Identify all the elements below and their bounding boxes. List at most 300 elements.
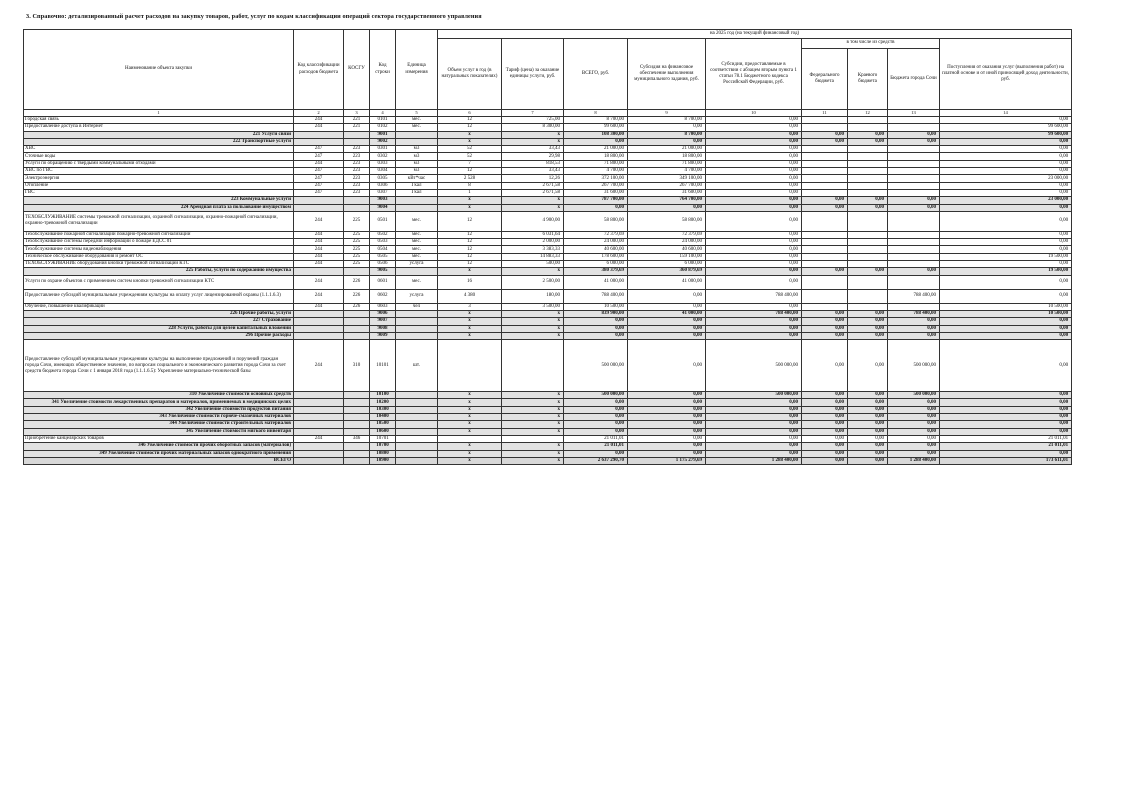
table-cell <box>344 421 370 428</box>
table-cell: 0,00 <box>848 399 888 406</box>
table-cell: 14 883,33 <box>502 253 564 260</box>
table-cell <box>294 406 344 413</box>
table-cell: 0,00 <box>706 253 802 260</box>
column-number: 9 <box>628 110 706 117</box>
table-cell: 0,00 <box>848 457 888 464</box>
table-cell: 0503 <box>370 239 396 246</box>
subtotal-row <box>24 332 1072 339</box>
table-cell: 8 700,00 <box>628 117 706 124</box>
table-cell <box>848 175 888 182</box>
table-cell: 0,00 <box>940 239 1072 246</box>
row-label: ГВС <box>24 189 294 196</box>
table-cell: 0,00 <box>940 392 1072 399</box>
table-cell <box>344 268 370 275</box>
table-cell: 0,00 <box>706 175 802 182</box>
table-cell: мес. <box>396 117 438 124</box>
table-cell: х <box>502 399 564 406</box>
table-cell <box>344 443 370 450</box>
table-cell: 31 600,00 <box>628 189 706 196</box>
table-cell: 0307 <box>370 189 396 196</box>
table-cell: х <box>438 414 502 421</box>
table-cell: 0304 <box>370 168 396 175</box>
table-cell: 223 <box>344 146 370 153</box>
column-number: 11 <box>802 110 848 117</box>
table-cell: 223 <box>344 153 370 160</box>
table-row <box>24 340 1072 392</box>
table-cell: 12,26 <box>502 175 564 182</box>
table-cell: 0,00 <box>706 239 802 246</box>
table-cell <box>396 325 438 332</box>
table-cell: 0,00 <box>706 318 802 325</box>
table-cell: х <box>502 131 564 138</box>
table-cell: 6 000,00 <box>564 261 628 268</box>
table-cell: мес. <box>396 239 438 246</box>
table-cell <box>396 443 438 450</box>
table-cell: 40 600,00 <box>628 246 706 253</box>
table-cell: 0,00 <box>940 204 1072 211</box>
table-cell: 788 400,00 <box>706 310 802 317</box>
table-cell: 225 <box>344 246 370 253</box>
column-number: 14 <box>940 110 1072 117</box>
table-cell: 0,00 <box>802 450 848 457</box>
table-cell: 0,00 <box>888 435 940 442</box>
table-cell: 0,00 <box>628 204 706 211</box>
table-cell <box>888 261 940 268</box>
table-cell: 21 000,00 <box>564 146 628 153</box>
table-cell <box>294 450 344 457</box>
table-cell <box>888 124 940 131</box>
table-cell: 0,00 <box>940 246 1072 253</box>
table-cell: 0,00 <box>802 443 848 450</box>
table-cell: 247 <box>294 146 344 153</box>
table-row <box>24 231 1072 238</box>
table-cell: 788 400,00 <box>706 289 802 303</box>
table-cell <box>802 153 848 160</box>
table-cell: 9003 <box>370 197 396 204</box>
subtotal-row <box>24 399 1072 406</box>
header-line: Код строки <box>370 30 396 110</box>
table-cell: 0,00 <box>706 428 802 435</box>
row-label: ТЕХОБСЛУЖИВАНИЕ оборудования кнопки тревожной сигнализации КТС <box>24 261 294 268</box>
table-cell: 223 <box>344 175 370 182</box>
row-label: Предоставление субсидий муниципальным учреждениям культуры на оплату услуг лицензированной охраны (1.1.1.6.3) <box>24 289 294 303</box>
table-row <box>24 146 1072 153</box>
table-cell: 52 <box>438 153 502 160</box>
table-cell <box>396 421 438 428</box>
table-cell: 0302 <box>370 153 396 160</box>
table-cell: 41 000,00 <box>564 275 628 289</box>
table-cell: 244 <box>294 261 344 268</box>
table-cell: 225 <box>344 253 370 260</box>
table-cell: 0301 <box>370 146 396 153</box>
table-cell: 9007 <box>370 318 396 325</box>
table-cell: 21 000,00 <box>628 146 706 153</box>
table-cell: 9009 <box>370 332 396 339</box>
table-cell: 500 000,00 <box>706 392 802 399</box>
row-label: Услуги по охране объектов с применением систем кнопки тревожной сигнализации КТС <box>24 275 294 289</box>
table-cell: 19 500,00 <box>940 253 1072 260</box>
table-cell <box>848 261 888 268</box>
table-cell: 71 800,00 <box>628 160 706 167</box>
table-cell: 0,00 <box>706 303 802 310</box>
table-cell: 8 700,00 <box>628 131 706 138</box>
table-cell: 10 500,00 <box>940 310 1072 317</box>
table-cell: 0,00 <box>888 428 940 435</box>
table-cell <box>802 189 848 196</box>
table-cell: 0,00 <box>564 399 628 406</box>
table-cell: 0,00 <box>848 421 888 428</box>
table-cell <box>802 289 848 303</box>
header-code: Код классификации расходов бюджета <box>294 30 344 110</box>
table-cell: 0,00 <box>940 325 1072 332</box>
table-cell: 33,43 <box>502 168 564 175</box>
table-row <box>24 153 1072 160</box>
table-cell: 244 <box>294 340 344 392</box>
table-cell: 0,00 <box>940 160 1072 167</box>
table-cell <box>344 318 370 325</box>
table-cell: 0506 <box>370 261 396 268</box>
table-cell: 10 500,00 <box>564 303 628 310</box>
table-cell: 99 600,00 <box>564 124 628 131</box>
table-cell <box>888 153 940 160</box>
table-cell: 221 <box>344 117 370 124</box>
table-cell: 23 000,00 <box>940 175 1072 182</box>
table-cell: 0,00 <box>706 443 802 450</box>
column-number: 3 <box>344 110 370 117</box>
table-cell: 0,00 <box>628 421 706 428</box>
table-cell: 12 <box>438 117 502 124</box>
table-cell: 0,00 <box>848 268 888 275</box>
subtotal-row <box>24 138 1072 145</box>
table-cell: 0,00 <box>888 325 940 332</box>
table-cell: 12 <box>438 239 502 246</box>
table-cell <box>344 138 370 145</box>
table-cell: х <box>438 443 502 450</box>
table-cell: 8 700,00 <box>564 117 628 124</box>
table-cell: 0,00 <box>706 435 802 442</box>
table-cell: 3 383,33 <box>502 246 564 253</box>
table-cell <box>888 160 940 167</box>
table-cell: 0,00 <box>706 261 802 268</box>
table-cell: 9002 <box>370 138 396 145</box>
table-cell: х <box>438 197 502 204</box>
table-row <box>24 175 1072 182</box>
table-cell: 0,00 <box>706 131 802 138</box>
table-cell <box>888 182 940 189</box>
row-label: Техобслуживание системы видеонаблюдения <box>24 246 294 253</box>
table-cell: 0,00 <box>628 450 706 457</box>
table-cell: 0,00 <box>628 435 706 442</box>
table-row <box>24 246 1072 253</box>
row-label: 346 Увеличение стоимости прочих оборотных запасов (материалов) <box>24 443 294 450</box>
table-cell <box>396 138 438 145</box>
table-cell: 0,00 <box>802 340 848 392</box>
table-cell: 0,00 <box>940 117 1072 124</box>
table-cell: 0,00 <box>628 303 706 310</box>
row-label: Отопление <box>24 182 294 189</box>
table-cell <box>396 414 438 421</box>
table-row <box>24 261 1072 268</box>
table-cell: 788 400,00 <box>564 289 628 303</box>
table-cell: 10600 <box>370 428 396 435</box>
table-cell: 0,00 <box>848 406 888 413</box>
table-cell: 0,00 <box>802 392 848 399</box>
table-cell <box>294 310 344 317</box>
table-cell: х <box>438 268 502 275</box>
header-kosgu: КОСГУ <box>344 30 370 110</box>
table-cell: 6 000,00 <box>628 261 706 268</box>
table-cell: 1 288 400,00 <box>888 457 940 464</box>
table-cell: х <box>502 318 564 325</box>
table-cell <box>888 253 940 260</box>
table-cell: х <box>502 414 564 421</box>
row-label: Сточные воды <box>24 153 294 160</box>
table-cell <box>848 211 888 231</box>
table-cell: 0,00 <box>802 421 848 428</box>
table-cell: 40 600,00 <box>564 246 628 253</box>
table-cell: х <box>502 421 564 428</box>
table-cell: 0,00 <box>706 189 802 196</box>
table-cell: 0,00 <box>848 428 888 435</box>
table-cell: 180,00 <box>502 289 564 303</box>
table-cell: 0,00 <box>848 138 888 145</box>
table-cell: 0,00 <box>848 318 888 325</box>
table-cell: 0,00 <box>940 318 1072 325</box>
table-cell: 1 <box>438 189 502 196</box>
table-cell: 0,00 <box>848 443 888 450</box>
table-cell: 2 637 290,70 <box>564 457 628 464</box>
table-cell: мес. <box>396 211 438 231</box>
table-cell: 0,00 <box>802 435 848 442</box>
table-cell: чел <box>396 303 438 310</box>
table-cell <box>294 325 344 332</box>
table-cell <box>848 160 888 167</box>
table-cell: 0,00 <box>888 318 940 325</box>
row-label: 227 Страхование <box>24 318 294 325</box>
table-cell <box>294 443 344 450</box>
row-label: 296 Прочие расходы <box>24 332 294 339</box>
table-cell: 12 <box>438 211 502 231</box>
row-label: 223 Коммунальные услуги <box>24 197 294 204</box>
table-cell: 787 700,00 <box>564 197 628 204</box>
column-number: 12 <box>848 110 888 117</box>
table-cell <box>344 399 370 406</box>
table-cell <box>438 340 502 392</box>
table-cell: 9006 <box>370 310 396 317</box>
table-cell <box>438 435 502 442</box>
table-cell: 839 900,00 <box>564 310 628 317</box>
table-cell: м3 <box>396 146 438 153</box>
table-cell: х <box>502 443 564 450</box>
table-cell: 0,00 <box>628 406 706 413</box>
table-cell: кВт*час <box>396 175 438 182</box>
subtotal-row <box>24 325 1072 332</box>
table-cell <box>294 268 344 275</box>
row-label: Городская связь <box>24 117 294 124</box>
table-cell: х <box>438 325 502 332</box>
table-cell: 0,00 <box>706 450 802 457</box>
header-total: ВСЕГО, руб. <box>564 39 628 110</box>
table-cell: 380 379,69 <box>564 268 628 275</box>
header-income: Поступления от оказания услуг (выполнения работ) на платной основе и от иной приносящей доход деятельности, руб. <box>940 39 1072 110</box>
table-cell: 0,00 <box>802 332 848 339</box>
table-cell: 2 000,00 <box>502 239 564 246</box>
table-cell: 0,00 <box>628 325 706 332</box>
table-cell: 0,00 <box>940 289 1072 303</box>
table-cell: 31 600,00 <box>564 189 628 196</box>
table-cell: 0,00 <box>888 406 940 413</box>
header-unit: Единица измерения <box>396 30 438 110</box>
table-cell: услуга <box>396 261 438 268</box>
total-row <box>24 457 1072 464</box>
row-label: ВСЕГО <box>24 457 294 464</box>
table-cell: 223 <box>344 182 370 189</box>
table-cell: 0,00 <box>706 168 802 175</box>
table-cell: мес. <box>396 124 438 131</box>
table-cell <box>294 399 344 406</box>
table-cell <box>802 231 848 238</box>
table-cell <box>802 146 848 153</box>
table-row <box>24 275 1072 289</box>
table-row <box>24 239 1072 246</box>
table-cell: 0,00 <box>888 268 940 275</box>
table-cell: х <box>502 204 564 211</box>
table-cell: 4 700,00 <box>564 168 628 175</box>
row-label: 226 Прочие работы, услуги <box>24 310 294 317</box>
table-cell <box>848 246 888 253</box>
subtotal-row <box>24 197 1072 204</box>
table-cell: 23 000,00 <box>940 197 1072 204</box>
table-cell: 10300 <box>370 406 396 413</box>
table-cell: 58 800,00 <box>564 211 628 231</box>
table-cell: 0,00 <box>848 310 888 317</box>
table-cell: 0,00 <box>888 443 940 450</box>
row-label: 221 Услуги связи <box>24 131 294 138</box>
table-cell: 764 700,00 <box>628 197 706 204</box>
table-cell: 372 100,00 <box>564 175 628 182</box>
table-cell: 0,00 <box>940 450 1072 457</box>
table-cell <box>888 303 940 310</box>
table-cell: 247 <box>294 182 344 189</box>
table-cell: 0,00 <box>802 457 848 464</box>
table-cell: 267 700,00 <box>628 182 706 189</box>
table-cell: 244 <box>294 231 344 238</box>
table-cell <box>848 117 888 124</box>
table-cell: 10500 <box>370 421 396 428</box>
table-cell: 267 700,00 <box>564 182 628 189</box>
table-cell <box>802 261 848 268</box>
table-cell: х <box>502 406 564 413</box>
table-cell: 0,00 <box>848 414 888 421</box>
row-label: Техническое обслуживание оборудования и ремонт ОС <box>24 253 294 260</box>
table-cell: 7 <box>438 160 502 167</box>
subtotal-row <box>24 204 1072 211</box>
table-cell: х <box>502 392 564 399</box>
table-cell: 21 011,01 <box>564 435 628 442</box>
table-cell: 223 <box>344 168 370 175</box>
table-cell <box>888 231 940 238</box>
table-cell <box>848 124 888 131</box>
table-row <box>24 303 1072 310</box>
table-cell <box>294 131 344 138</box>
table-cell: 0,00 <box>564 450 628 457</box>
table-cell <box>848 253 888 260</box>
column-numbers-row <box>24 110 1072 117</box>
table-row <box>24 124 1072 131</box>
table-cell: 244 <box>294 435 344 442</box>
table-row <box>24 168 1072 175</box>
table-cell: 223 <box>344 160 370 167</box>
table-cell: м3 <box>396 168 438 175</box>
table-cell: 0,00 <box>628 414 706 421</box>
table-cell: 0303 <box>370 160 396 167</box>
table-cell: 0,00 <box>940 168 1072 175</box>
table-cell: 310 <box>344 340 370 392</box>
table-cell: 0,00 <box>706 117 802 124</box>
table-cell: 0,00 <box>940 340 1072 392</box>
row-label: 342 Увеличение стоимости продуктов питания <box>24 406 294 413</box>
table-cell: 0,00 <box>940 421 1072 428</box>
table-cell: 0,00 <box>940 153 1072 160</box>
subtotal-row <box>24 392 1072 399</box>
table-cell: 500 000,00 <box>888 392 940 399</box>
table-cell: 10 500,00 <box>940 303 1072 310</box>
table-cell: 72 379,69 <box>564 231 628 238</box>
table-cell: 10200 <box>370 399 396 406</box>
table-cell: 0,00 <box>802 318 848 325</box>
subtotal-row <box>24 450 1072 457</box>
table-cell: 244 <box>294 246 344 253</box>
table-cell: 500 000,00 <box>564 340 628 392</box>
table-cell: 0,00 <box>940 146 1072 153</box>
row-label: 343 Увеличение стоимости горюче-смазочных материалов <box>24 414 294 421</box>
table-cell: 0,00 <box>940 189 1072 196</box>
table-cell <box>396 204 438 211</box>
table-cell: 18 800,00 <box>564 153 628 160</box>
table-cell <box>848 153 888 160</box>
table-cell <box>848 289 888 303</box>
table-cell: 0,00 <box>564 421 628 428</box>
table-cell: 244 <box>294 124 344 131</box>
table-cell: 1 288 400,00 <box>706 457 802 464</box>
table-cell: 0,00 <box>848 392 888 399</box>
table-cell: 18 800,00 <box>628 153 706 160</box>
table-cell: 0602 <box>370 289 396 303</box>
table-cell: 0,00 <box>888 197 940 204</box>
table-cell: 0,00 <box>706 231 802 238</box>
column-number: 1 <box>24 110 294 117</box>
column-number: 5 <box>396 110 438 117</box>
table-cell: 0,00 <box>848 450 888 457</box>
table-cell: 0,00 <box>802 399 848 406</box>
table-cell: 0,00 <box>802 414 848 421</box>
table-cell: х <box>438 138 502 145</box>
table-cell: 225 <box>344 211 370 231</box>
table-cell <box>344 204 370 211</box>
row-label: Услуги по обращению с твердыми коммунальными отходами <box>24 160 294 167</box>
table-cell: 9004 <box>370 204 396 211</box>
table-cell: 0,00 <box>706 160 802 167</box>
header-regional: Краевого бюджета <box>848 49 888 110</box>
table-cell: 500 000,00 <box>706 340 802 392</box>
table-cell <box>344 332 370 339</box>
table-cell: 244 <box>294 211 344 231</box>
table-cell <box>344 406 370 413</box>
table-cell: 21 011,01 <box>940 435 1072 442</box>
row-label: ТЕХОБСЛУЖИВАНИЕ системы тревожной сигнализации, охранной сигнализации, охранно-пожарной сигнализации, охранно-тревожной сигнализации <box>24 211 294 231</box>
row-label: Техобслуживание пожарной сигнализации пожарно-тревожной сигнализации <box>24 231 294 238</box>
table-cell: 29,98 <box>502 153 564 160</box>
